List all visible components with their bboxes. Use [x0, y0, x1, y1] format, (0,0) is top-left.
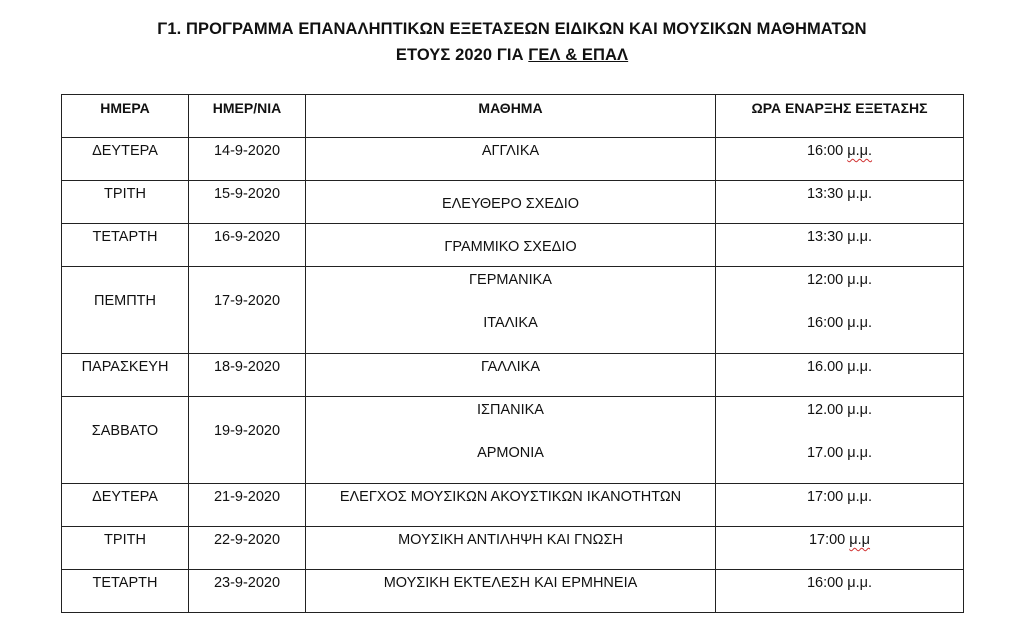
date-cell	[189, 397, 306, 484]
day-text: ΠΕΜΠΤΗ	[93, 293, 157, 309]
header-day: ΗΜΕΡΑ	[62, 95, 189, 138]
day-text: ΔΕΥΤΕΡΑ	[92, 489, 158, 505]
date-text: 23-9-2020	[213, 575, 281, 591]
time-unit: μ.μ.	[847, 489, 873, 505]
date-text: 19-9-2020	[213, 423, 281, 439]
time-unit: μ.μ.	[847, 575, 873, 591]
title-line2-prefix: ΕΤΟΥΣ 2020 ΓΙΑ	[395, 46, 529, 64]
day-text: ΤΡΙΤΗ	[104, 532, 146, 548]
time-entry	[716, 267, 963, 310]
date-cell	[189, 267, 306, 354]
day-cell	[62, 267, 189, 354]
day-text: ΤΕΤΑΡΤΗ	[92, 229, 158, 245]
table-body	[62, 138, 964, 613]
time-entry	[716, 527, 963, 548]
time-value: 12:00	[806, 272, 844, 288]
time-unit: μ.μ.	[847, 272, 873, 288]
time-cell	[716, 181, 964, 224]
table-row	[62, 484, 964, 527]
subject-text: ΕΛΕΓΧΟΣ ΜΟΥΣΙΚΩΝ ΑΚΟΥΣΤΙΚΩΝ ΙΚΑΝΟΤΗΤΩΝ	[339, 489, 682, 505]
date-cell	[189, 224, 306, 267]
time-entry	[716, 310, 963, 353]
date-cell	[189, 354, 306, 397]
time-value: 17:00	[808, 532, 846, 548]
date-text: 21-9-2020	[213, 489, 281, 505]
day-cell	[62, 397, 189, 484]
time-entry	[716, 181, 963, 202]
date-cell	[189, 484, 306, 527]
date-text: 17-9-2020	[213, 293, 281, 309]
time-entry	[716, 484, 963, 505]
exam-schedule-table	[61, 94, 964, 613]
time-entry	[716, 354, 963, 375]
subject-cell	[306, 224, 716, 267]
time-value: 16.00	[806, 359, 844, 375]
time-unit: μ.μ.	[847, 359, 873, 375]
day-text: ΠΑΡΑΣΚΕΥΗ	[81, 359, 169, 375]
day-cell	[62, 527, 189, 570]
day-cell	[62, 138, 189, 181]
subject-cell	[306, 181, 716, 224]
date-cell	[189, 181, 306, 224]
date-text: 14-9-2020	[213, 143, 281, 159]
day-text: ΤΡΙΤΗ	[104, 186, 146, 202]
table-row	[62, 138, 964, 181]
time-value: 13:30	[806, 186, 844, 202]
table-row	[62, 354, 964, 397]
time-unit: μ.μ.	[847, 229, 873, 245]
subject-text: ΙΣΠΑΝΙΚΑ	[477, 402, 544, 418]
table-row	[62, 224, 964, 267]
day-text: ΔΕΥΤΕΡΑ	[92, 143, 158, 159]
time-cell	[716, 570, 964, 613]
time-entry	[716, 570, 963, 591]
subject-cell	[306, 527, 716, 570]
table-row	[62, 527, 964, 570]
day-cell	[62, 570, 189, 613]
date-cell	[189, 570, 306, 613]
time-value: 12.00	[806, 402, 844, 418]
subject-cell	[306, 354, 716, 397]
day-cell	[62, 224, 189, 267]
subject-text: ΑΓΓΛΙΚΑ	[481, 143, 540, 159]
day-cell	[62, 181, 189, 224]
header-date: ΗΜΕΡ/ΝΙΑ	[189, 95, 306, 138]
title-line2-underlined: ΓΕΛ & ΕΠΑΛ	[528, 46, 629, 64]
time-value: 13:30	[806, 229, 844, 245]
table-header-row	[62, 95, 964, 138]
time-unit: μ.μ.	[847, 186, 873, 202]
date-cell	[189, 527, 306, 570]
subject-cell	[306, 484, 716, 527]
table-row	[62, 397, 964, 484]
subject-cell	[306, 138, 716, 181]
header-subject: ΜΑΘΗΜΑ	[306, 95, 716, 138]
time-cell	[716, 397, 964, 484]
table-row	[62, 570, 964, 613]
time-value: 17.00	[806, 445, 844, 461]
time-unit: μ.μ.	[847, 402, 873, 418]
subject-text: ΜΟΥΣΙΚΗ ΕΚΤΕΛΕΣΗ ΚΑΙ ΕΡΜΗΝΕΙΑ	[383, 575, 638, 591]
document-title-line1: Γ1. ΠΡΟΓΡΑΜΜΑ ΕΠΑΝΑΛΗΠΤΙΚΩΝ ΕΞΕΤΑΣΕΩΝ ΕΙΔΙΚΩΝ ΚΑΙ ΜΟΥΣΙΚΩΝ ΜΑΘΗΜΑΤΩΝ	[157, 20, 867, 38]
time-entry	[716, 138, 963, 159]
time-value: 16:00	[806, 143, 844, 159]
time-entry	[716, 224, 963, 245]
subject-text: ΑΡΜΟΝΙΑ	[477, 445, 544, 461]
time-cell	[716, 224, 964, 267]
time-cell	[716, 138, 964, 181]
day-text: ΤΕΤΑΡΤΗ	[92, 575, 158, 591]
time-entry	[716, 397, 963, 440]
header-time: ΩΡΑ ΕΝΑΡΞΗΣ ΕΞΕΤΑΣΗΣ	[716, 95, 964, 138]
day-cell	[62, 354, 189, 397]
time-cell	[716, 527, 964, 570]
time-value: 16:00	[806, 575, 844, 591]
time-cell	[716, 354, 964, 397]
time-value: 17:00	[806, 489, 844, 505]
date-text: 22-9-2020	[213, 532, 281, 548]
date-cell	[189, 138, 306, 181]
table-row	[62, 267, 964, 354]
subject-cell	[306, 570, 716, 613]
subject-text: ΓΡΑΜΜΙΚΟ ΣΧΕΔΙΟ	[444, 239, 577, 255]
subject-cell	[306, 397, 716, 484]
time-unit: μ.μ.	[847, 315, 873, 331]
subject-cell	[306, 267, 716, 354]
subject-text: ΓΕΡΜΑΝΙΚΑ	[469, 272, 552, 288]
time-value: 16:00	[806, 315, 844, 331]
subject-text: ΜΟΥΣΙΚΗ ΑΝΤΙΛΗΨΗ ΚΑΙ ΓΝΩΣΗ	[398, 532, 623, 548]
time-unit: μ.μ.	[847, 445, 873, 461]
subject-text: ΕΛΕΥΘΕΡΟ ΣΧΕΔΙΟ	[441, 196, 580, 212]
date-text: 16-9-2020	[213, 229, 281, 245]
table-row	[62, 181, 964, 224]
time-unit: μ.μ.	[847, 143, 873, 159]
day-text: ΣΑΒΒΑΤΟ	[91, 423, 159, 439]
time-cell	[716, 484, 964, 527]
date-text: 15-9-2020	[213, 186, 281, 202]
date-text: 18-9-2020	[213, 359, 281, 375]
time-unit: μ.μ	[849, 532, 871, 548]
subject-text: ΙΤΑΛΙΚΑ	[483, 315, 538, 331]
subject-text: ΓΑΛΛΙΚΑ	[480, 359, 541, 375]
time-cell	[716, 267, 964, 354]
document-title-line2	[0, 46, 1024, 65]
time-entry	[716, 440, 963, 483]
day-cell	[62, 484, 189, 527]
